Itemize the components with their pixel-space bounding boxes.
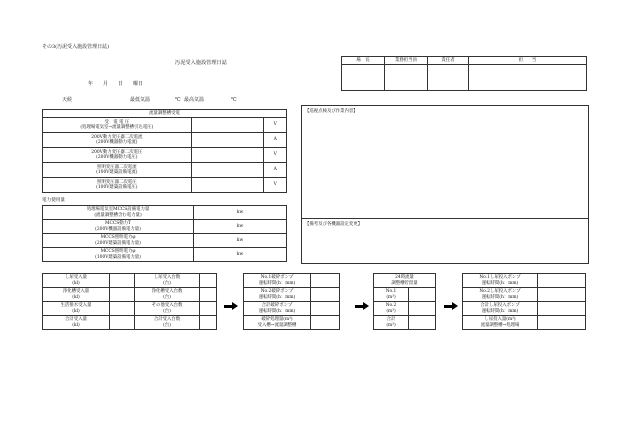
approval-header: 担 当 — [469, 57, 587, 65]
notes-label: 【備考及び各機器設定変更】 — [305, 222, 363, 227]
form-number: その3(汚泥受入施設管理日誌) — [42, 44, 110, 50]
row-label: 200V動力変圧器二次電圧 (200V機器動力電圧) — [43, 148, 192, 163]
temp-min-label: 最低気温 — [130, 97, 151, 103]
value-cell[interactable] — [311, 288, 340, 302]
value-cell[interactable] — [200, 316, 217, 330]
value-cell[interactable] — [538, 288, 586, 302]
date-line: 年 月 日 曜日 — [88, 81, 144, 87]
flow-receiving-table: し尿受入量 (kl) し尿受入台数 (台) 浄化槽受入量 (kl) 浄化槽受入台数 (台) 生活排水受入量 (kl) その他受入台数 (台) 合計受入量 (kl) 合計受入台数 (台) — [42, 273, 217, 330]
value-cell[interactable] — [311, 316, 340, 330]
value-cell[interactable]: kw — [194, 234, 287, 248]
value-cell[interactable] — [191, 133, 264, 148]
value-cell[interactable] — [191, 118, 264, 133]
value-cell[interactable]: kw — [194, 220, 287, 234]
value-cell[interactable] — [110, 274, 135, 288]
row-label: 受 電 電 圧 (処理場電気室→流量調整槽引込電圧) — [43, 118, 192, 133]
row-label: 200V動力変圧器二次電流 (200V機器動力電流) — [43, 133, 192, 148]
row-label: 処理場電気室MCCS設備電力量 (流量調整槽含む電力量) — [43, 206, 194, 220]
notes-box[interactable] — [301, 218, 589, 264]
approval-table — [341, 56, 587, 91]
value-cell[interactable] — [409, 288, 436, 302]
value-cell[interactable] — [538, 316, 586, 330]
value-cell[interactable] — [110, 288, 135, 302]
unit-cell: V — [264, 148, 287, 163]
unit-cell: V — [264, 178, 287, 193]
value-cell[interactable] — [538, 302, 586, 316]
value-cell[interactable] — [200, 288, 217, 302]
value-cell[interactable] — [409, 302, 436, 316]
value-cell[interactable] — [110, 302, 135, 316]
arrow-right-icon — [444, 302, 458, 311]
approval-stamp-cell[interactable] — [469, 65, 587, 91]
flow-feed-table: No.1し尿投入ポンプ 運転時間(h：mm) No.2し尿投入ポンプ 運転時間(h：mm) 合計し尿投入ポンプ 運転時間(h：mm) し尿投入量(m³) 流量調整槽→処理場 — [462, 273, 586, 330]
inspection-box[interactable] — [301, 105, 589, 219]
arrow-right-icon — [355, 302, 369, 311]
approval-stamp-cell[interactable] — [342, 65, 385, 91]
page-title: 汚泥受入施設管理日誌 — [175, 60, 227, 66]
value-cell[interactable] — [200, 274, 217, 288]
value-cell[interactable] — [191, 178, 264, 193]
approval-header: 責任者 — [428, 57, 469, 65]
approval-header: 業務担当員 — [385, 57, 428, 65]
value-cell[interactable] — [191, 148, 264, 163]
row-label: 照明変圧器二次電流 (100V建築設備電流) — [43, 163, 192, 178]
value-cell[interactable] — [110, 316, 135, 330]
value-cell[interactable] — [191, 163, 264, 178]
value-cell[interactable] — [311, 274, 340, 288]
value-cell[interactable] — [538, 274, 586, 288]
power-usage-table — [42, 205, 287, 262]
approval-stamp-cell[interactable] — [428, 65, 469, 91]
arrow-right-icon — [224, 302, 238, 311]
weather-label: 天候 — [62, 97, 73, 103]
flow-storage-table: 24時流量 調整槽貯留量 No.1 (m³) No.2 (m³) 合計 (m³) — [373, 273, 436, 330]
row-label: MCCS動力T (200V機器設備電力量) — [43, 220, 194, 234]
approval-stamp-cell[interactable] — [385, 65, 428, 91]
inspection-label: 【巡視点検及び作業内容】 — [305, 109, 358, 114]
unit-cell: A — [264, 163, 287, 178]
unit-cell: V — [264, 118, 287, 133]
power-usage-label: 電力使用量 — [42, 198, 65, 203]
temp-max-unit: ℃ — [231, 97, 237, 103]
value-cell[interactable] — [311, 302, 340, 316]
approval-header: 場 長 — [342, 57, 385, 65]
value-cell[interactable] — [200, 302, 217, 316]
value-cell[interactable]: kw — [194, 248, 287, 262]
row-label: MCCS照明電力φ (100V建築設備電力量) — [43, 248, 194, 262]
temp-max-label: 最高気温 — [184, 97, 205, 103]
row-label: 照明変圧器二次電圧 (100V建築設備電圧) — [43, 178, 192, 193]
value-cell[interactable]: kw — [194, 206, 287, 220]
power-status-header: 流量調整槽受電 — [43, 110, 287, 118]
unit-cell: A — [264, 133, 287, 148]
row-label: MCCS照明電力φ (200V建築設備電力量) — [43, 234, 194, 248]
value-cell[interactable] — [409, 316, 436, 330]
flow-crusher-table: No.1破砕ポンプ 運転時間(h：mm) No.2破砕ポンプ 運転時間(h：mm) 合計破砕ポンプ 運転時間(h：mm) 破砕処理量(m³) 受入槽→流量調整槽 — [243, 273, 340, 330]
temp-min-unit: ℃ — [175, 97, 181, 103]
power-status-table — [42, 109, 287, 193]
